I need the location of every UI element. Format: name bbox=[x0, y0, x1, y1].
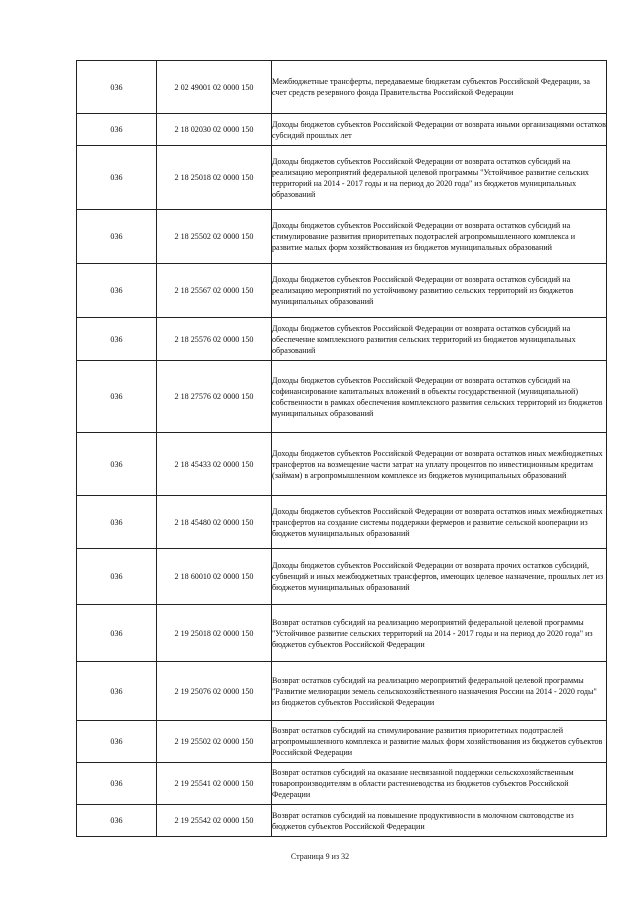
budget-code-cell: 2 18 45480 02 0000 150 bbox=[157, 496, 272, 549]
admin-code-cell: 036 bbox=[77, 496, 157, 549]
admin-code-cell: 036 bbox=[77, 61, 157, 114]
admin-code-cell: 036 bbox=[77, 264, 157, 318]
budget-code-cell: 2 02 49001 02 0000 150 bbox=[157, 61, 272, 114]
description-cell: Возврат остатков субсидий на стимулирование развития приоритетных подотраслей агропромышленного комплекса и развитие малых форм хозяйствования из бюджетов субъектов Российской Федерации bbox=[272, 721, 607, 763]
admin-code-cell: 036 bbox=[77, 361, 157, 433]
description-cell: Доходы бюджетов субъектов Российской Федерации от возврата прочих остатков субсидий, субвенций и иных межбюджетных трансфертов, имеющих целевое назначение, прошлых лет из бюджетов муниципальных образований bbox=[272, 549, 607, 605]
table-row bbox=[77, 114, 607, 146]
budget-code-cell: 2 19 25502 02 0000 150 bbox=[157, 721, 272, 763]
description-cell: Возврат остатков субсидий на повышение продуктивности в молочном скотоводстве из бюджетов субъектов Российской Федерации bbox=[272, 805, 607, 837]
admin-code-cell: 036 bbox=[77, 146, 157, 210]
table-row bbox=[77, 662, 607, 721]
table-row bbox=[77, 605, 607, 662]
budget-code-cell: 2 18 25576 02 0000 150 bbox=[157, 318, 272, 361]
budget-code-cell: 2 19 25076 02 0000 150 bbox=[157, 662, 272, 721]
description-cell: Доходы бюджетов субъектов Российской Федерации от возврата остатков субсидий на стимулирование развития приоритетных подотраслей агропромышленного комплекса и развитие малых форм хозяйствования из бюджетов муниципальных образований bbox=[272, 210, 607, 264]
budget-code-cell: 2 18 25018 02 0000 150 bbox=[157, 146, 272, 210]
admin-code-cell: 036 bbox=[77, 662, 157, 721]
admin-code-cell: 036 bbox=[77, 433, 157, 496]
admin-code-cell: 036 bbox=[77, 318, 157, 361]
table-row bbox=[77, 210, 607, 264]
budget-code-cell: 2 18 45433 02 0000 150 bbox=[157, 433, 272, 496]
admin-code-cell: 036 bbox=[77, 605, 157, 662]
page-number-footer: Страница 9 из 32 bbox=[290, 852, 350, 861]
admin-code-cell: 036 bbox=[77, 114, 157, 146]
table-row bbox=[77, 721, 607, 763]
budget-code-cell: 2 19 25542 02 0000 150 bbox=[157, 805, 272, 837]
budget-code-cell: 2 18 25502 02 0000 150 bbox=[157, 210, 272, 264]
description-cell: Доходы бюджетов субъектов Российской Федерации от возврата остатков иных межбюджетных трансфертов на возмещение части затрат на уплату процентов по инвестиционным кредитам (займам) в агропромышленном комплексе из бюджетов муниципальных образований bbox=[272, 433, 607, 496]
table-row bbox=[77, 496, 607, 549]
admin-code-cell: 036 bbox=[77, 805, 157, 837]
description-cell: Межбюджетные трансферты, передаваемые бюджетам субъектов Российской Федерации, за счет средств резервного фонда Правительства Российской Федерации bbox=[272, 61, 607, 114]
admin-code-cell: 036 bbox=[77, 763, 157, 805]
table-row bbox=[77, 805, 607, 837]
budget-code-cell: 2 19 25541 02 0000 150 bbox=[157, 763, 272, 805]
admin-code-cell: 036 bbox=[77, 210, 157, 264]
description-cell: Доходы бюджетов субъектов Российской Федерации от возврата остатков субсидий на софинансирование капитальных вложений в объекты государственной (муниципальной) собственности в рамках обеспечения комплексного развития сельских территорий из бюджетов муниципальных образований bbox=[272, 361, 607, 433]
budget-code-cell: 2 18 02030 02 0000 150 bbox=[157, 114, 272, 146]
budget-code-cell: 2 18 27576 02 0000 150 bbox=[157, 361, 272, 433]
table-row bbox=[77, 318, 607, 361]
table-row bbox=[77, 433, 607, 496]
description-cell: Возврат остатков субсидий на оказание несвязанной поддержки сельскохозяйственным товаропроизводителям в области растениеводства из бюджетов субъектов Российской Федерации bbox=[272, 763, 607, 805]
table-row bbox=[77, 361, 607, 433]
budget-code-cell: 2 19 25018 02 0000 150 bbox=[157, 605, 272, 662]
budget-code-table bbox=[76, 60, 607, 837]
budget-code-cell: 2 18 60010 02 0000 150 bbox=[157, 549, 272, 605]
table-row bbox=[77, 264, 607, 318]
admin-code-cell: 036 bbox=[77, 721, 157, 763]
description-cell: Доходы бюджетов субъектов Российской Федерации от возврата иными организациями остатков субсидий прошлых лет bbox=[272, 114, 607, 146]
description-cell: Доходы бюджетов субъектов Российской Федерации от возврата остатков субсидий на реализацию мероприятий федеральной целевой программы "Устойчивое развитие сельских территорий на 2014 - 2017 годы и на период до 2020 года" из бюджетов муниципальных образований bbox=[272, 146, 607, 210]
admin-code-cell: 036 bbox=[77, 549, 157, 605]
table-row bbox=[77, 549, 607, 605]
table-row bbox=[77, 763, 607, 805]
description-cell: Доходы бюджетов субъектов Российской Федерации от возврата остатков иных межбюджетных трансфертов на создание системы поддержки фермеров и развитие сельской кооперации из бюджетов муниципальных образований bbox=[272, 496, 607, 549]
description-cell: Доходы бюджетов субъектов Российской Федерации от возврата остатков субсидий на обеспечение комплексного развития сельских территорий из бюджетов муниципальных образований bbox=[272, 318, 607, 361]
table-row bbox=[77, 61, 607, 114]
description-cell: Возврат остатков субсидий на реализацию мероприятий федеральной целевой программы "Устойчивое развитие сельских территорий на 2014 - 2017 годы и на период до 2020 года" из бюджетов субъектов Российской Федерации bbox=[272, 605, 607, 662]
table-row bbox=[77, 146, 607, 210]
description-cell: Доходы бюджетов субъектов Российской Федерации от возврата остатков субсидий на реализацию мероприятий по устойчивому развитию сельских территорий из бюджетов муниципальных образований bbox=[272, 264, 607, 318]
budget-code-cell: 2 18 25567 02 0000 150 bbox=[157, 264, 272, 318]
description-cell: Возврат остатков субсидий на реализацию мероприятий федеральной целевой программы "Развитие мелиорации земель сельскохозяйственного назначения России на 2014 - 2020 годы" из бюджетов субъектов Российской Федерации bbox=[272, 662, 607, 721]
